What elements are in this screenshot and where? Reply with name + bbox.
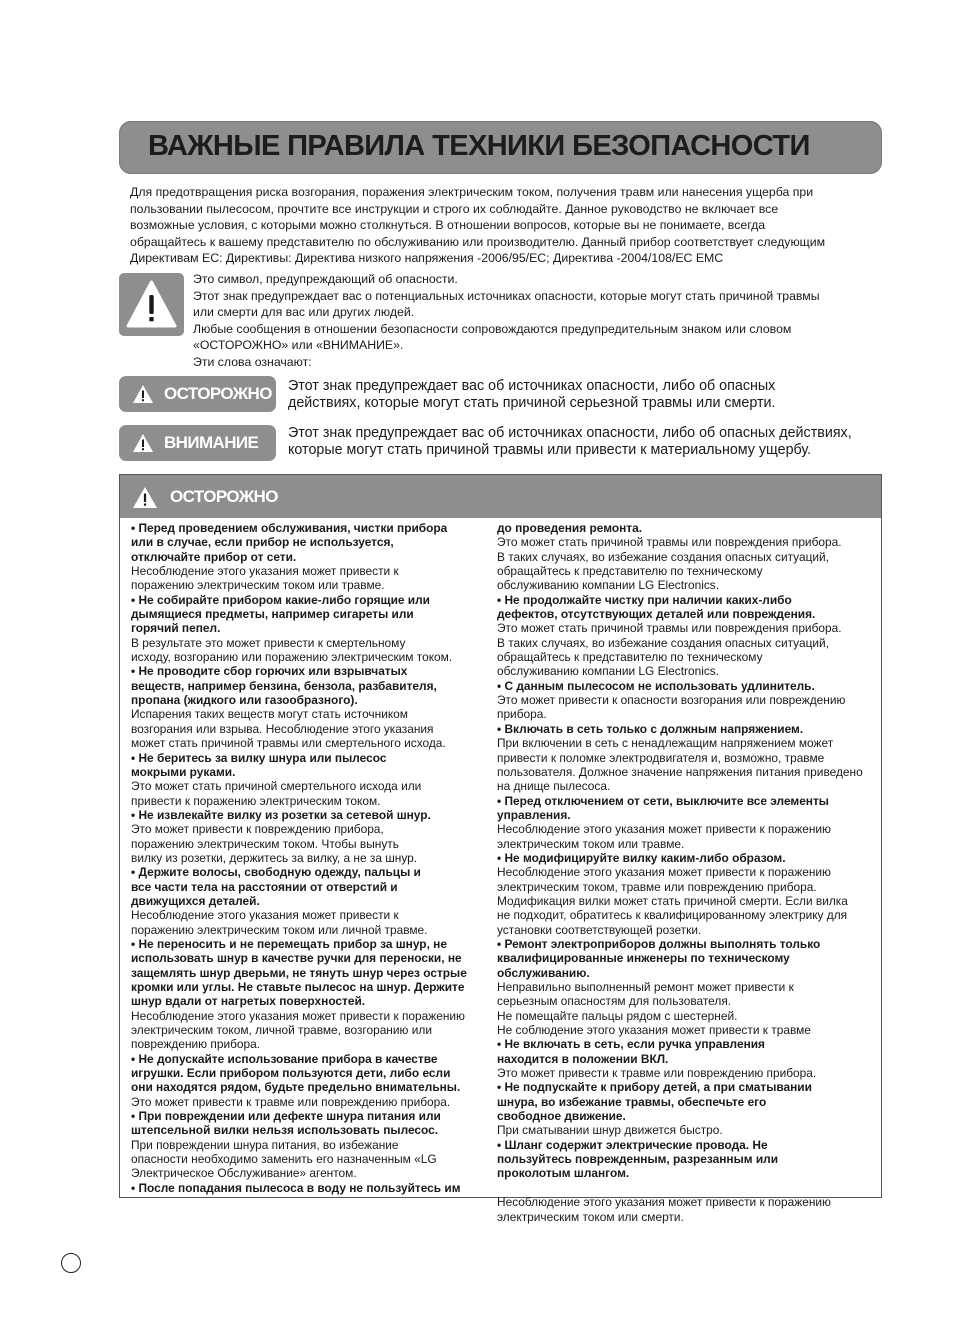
warning-item-body: Это может привести к травме или повреждению прибора. <box>131 1094 451 1109</box>
page-title: ВАЖНЫЕ ПРАВИЛА ТЕХНИКИ БЕЗОПАСНОСТИ <box>148 130 810 162</box>
warning-item-heading: • Шланг содержит электрические провода. Не пользуйтесь поврежденным, разрезанным или проколотым шлангом. <box>497 1137 779 1181</box>
warnings-right-column <box>497 521 885 1224</box>
warning-item-heading: • Не собирайте прибором какие-либо горящие или дымящиеся предметы, например сигареты или горячий пепел. <box>131 592 430 636</box>
warning-item-heading: • Включать в сеть только с должным напряжением. <box>497 721 804 736</box>
warning-item-heading: • Перед отключением от сети, выключите все элементы управления. <box>497 793 829 822</box>
warning-item-body: Это может стать причиной травмы или повреждения прибора. В таких случаях, во избежание создания опасных ситуаций, обращайтесь к представителю по техническому обслуживанию компании LG Electronics. <box>497 535 842 593</box>
warning-item-body: Это может привести к повреждению прибора, поражению электрическим током. Чтобы вынуть вилку из розетки, держитесь за вилку, а не за шнур. <box>131 822 418 865</box>
warning-item-body: Несоблюдение этого указания может привести к поражению электрическим током или травме. <box>131 564 399 593</box>
warning-item-heading: • При повреждении или дефекте шнура питания или штепсельной вилки нельзя использовать пылесос. <box>131 1109 441 1138</box>
warning-item-heading: • Не извлекайте вилку из розетки за сетевой шнур. <box>131 807 431 822</box>
warning-item-heading: • Держите волосы, свободную одежду, пальцы и все части тела на расстоянии от отверстий и движущихся деталей. <box>131 865 421 908</box>
warning-triangle-icon <box>132 433 154 453</box>
warning-item-body: Несоблюдение этого указания может привести к поражению электрическим током или смерти. <box>497 1195 831 1224</box>
warning-item-body: При повреждении шнура питания, во избежание опасности необходимо заменить его назначенным «LG Электрическое Обслуживание» агентом. <box>131 1137 437 1181</box>
warning-item-body: Это может привести к опасности возгорания или повреждению прибора. <box>497 693 846 722</box>
warning-item-body: Неправильно выполненный ремонт может привести к серьезным опасностям для пользователя. Не помещайте пальцы рядом с шестерней. Не соблюдение этого указания может привести к травме <box>497 980 811 1038</box>
warning-item-body: При сматывании шнур движется быстро. <box>497 1123 723 1138</box>
warning-item-heading: • Не допускайте использование прибора в качестве игрушки. Если прибором пользуются дети, либо если они находятся рядом, будьте предельно внимательны. <box>131 1051 461 1095</box>
warning-item-body: При включении в сеть с ненадлежащим напряжением может привести к поломке электродвигателя и, возможно, травме пользователя. Должное значение напряжения питания приведено на днище пылесоса. <box>497 736 863 794</box>
warning-item-heading: • После попадания пылесоса в воду не пользуйтесь им <box>131 1180 461 1195</box>
warning-item-heading: • Перед проведением обслуживания, чистки прибора или в случае, если прибор не используется, отключайте прибор от сети. <box>131 521 448 564</box>
warning-section-header <box>120 475 881 518</box>
title-banner <box>119 121 882 174</box>
intro-paragraph: Для предотвращения риска возгорания, поражения электрическим током, получения травм или нанесения ущерба при пользовании пылесосом, прочтите все инструкции и строго их соблюдайте. Данное руководство не включает все возможные условия, с которыми можно столкнуться. В отношении вопросов, которые вы не понимаете, всегда обращайтесь к вашему представителю по обслуживанию или производителю. Данный прибор соответствует следующим Директивам ЕС: Директивы: Директива низкого напряжения -2006/95/EC; Директива -2004/108/EC EMC <box>130 185 826 266</box>
warning-item-heading: • Не переносить и не перемещать прибор за шнур, не использовать шнур в качестве ручки для переноски, не защемлять шнур дверьми, не тянуть шнур через острые кромки или углы. Не ставьте пылесос на шнур. Держите шнур вдали от нагретых поверхностей. <box>131 936 467 1009</box>
caution-signal-badge <box>119 425 276 461</box>
warning-item-heading: • Не подпускайте к прибору детей, а при сматывании шнура, во избежание травмы, обеспечьте его свободное движение. <box>497 1080 812 1124</box>
page-marker-circle <box>61 1253 81 1273</box>
warning-item-heading: • Не модифицируйте вилку каким-либо образом. <box>497 850 786 865</box>
warning-item-heading: • Не беритесь за вилку шнура или пылесос мокрыми руками. <box>131 750 387 779</box>
warnings-left-column <box>131 521 483 1195</box>
warning-item-body: Несоблюдение этого указания может привести к поражению электрическим током, личной травме, возгоранию или повреждению прибора. <box>131 1008 465 1052</box>
warning-triangle-icon <box>132 384 154 404</box>
warning-item-body: Несоблюдение этого указания может привести к поражению электрическим током, травме или повреждению прибора. Модификация вилки может стать причиной смерти. Если вилка не подходит, обратитесь к квалифицированному электрику для установки соответствующей розетки. <box>497 865 848 937</box>
warning-item-body: Это может стать причиной травмы или повреждения прибора. В таких случаях, во избежание создания опасных ситуаций, обращайтесь к представителю по техническому обслуживанию компании LG Electronics. <box>497 621 842 679</box>
warning-triangle-icon <box>119 273 184 336</box>
warning-section-title: ОСТОРОЖНО <box>170 487 278 506</box>
warning-item-body: В результате это может привести к смертельному исходу, возгоранию или поражению электрическим током. <box>131 635 453 665</box>
warning-item-body: Это может стать причиной смертельного исхода или привести к поражению электрическим током. <box>131 779 422 808</box>
warning-signal-description: Этот знак предупреждает вас об источниках опасности, либо об опасных действиях, которые могут стать причиной серьезной травмы или смерти. <box>288 378 776 411</box>
warning-item-heading: • Не включать в сеть, если ручка управления находится в положении ВКЛ. <box>497 1037 765 1066</box>
warning-item-body: Испарения таких веществ могут стать источником возгорания или взрыва. Несоблюдение этого указания может стать причиной травмы или смертельного исхода. <box>131 707 446 751</box>
warning-item-heading: до проведения ремонта. <box>497 521 643 535</box>
warning-signal-badge <box>119 376 276 412</box>
warning-signal-label: ОСТОРОЖНО <box>164 384 272 403</box>
warning-triangle-icon <box>132 486 158 509</box>
warning-item-body: Это может привести к травме или повреждению прибора. <box>497 1066 817 1081</box>
warning-item-body: Несоблюдение этого указания может привести к поражению электрическим током или личной травме. <box>131 908 428 937</box>
symbol-explanation: Это символ, предупреждающий об опасности. Этот знак предупреждает вас о потенциальных источниках опасности, которые могут стать причиной травмы или смерти для вас или других людей. Любые сообщения в отношении безопасности сопровождаются предупредительным знаком или словом «ОСТОРОЖНО» или «ВНИМАНИЕ». Эти слова означают: <box>193 272 820 369</box>
warning-item-heading: • Ремонт электроприборов должны выполнять только квалифицированные инженеры по техническому обслуживанию. <box>497 936 821 980</box>
caution-signal-label: ВНИМАНИЕ <box>164 433 259 452</box>
warning-item-heading: • С данным пылесосом не использовать удлинитель. <box>497 678 815 693</box>
caution-signal-description: Этот знак предупреждает вас об источниках опасности, либо об опасных действиях, которые могут стать причиной травмы или привести к материальному ущербу. <box>288 425 852 458</box>
warning-item-body: Несоблюдение этого указания может привести к поражению электрическим током или травме. <box>497 822 831 851</box>
warning-item-heading: • Не проводите сбор горючих или взрывчатых веществ, например бензина, бензола, разбавителя, пропана (жидкого или газообразного). <box>131 664 437 708</box>
warning-item-heading: • Не продолжайте чистку при наличии каких-либо дефектов, отсутствующих деталей или повреждения. <box>497 592 816 622</box>
